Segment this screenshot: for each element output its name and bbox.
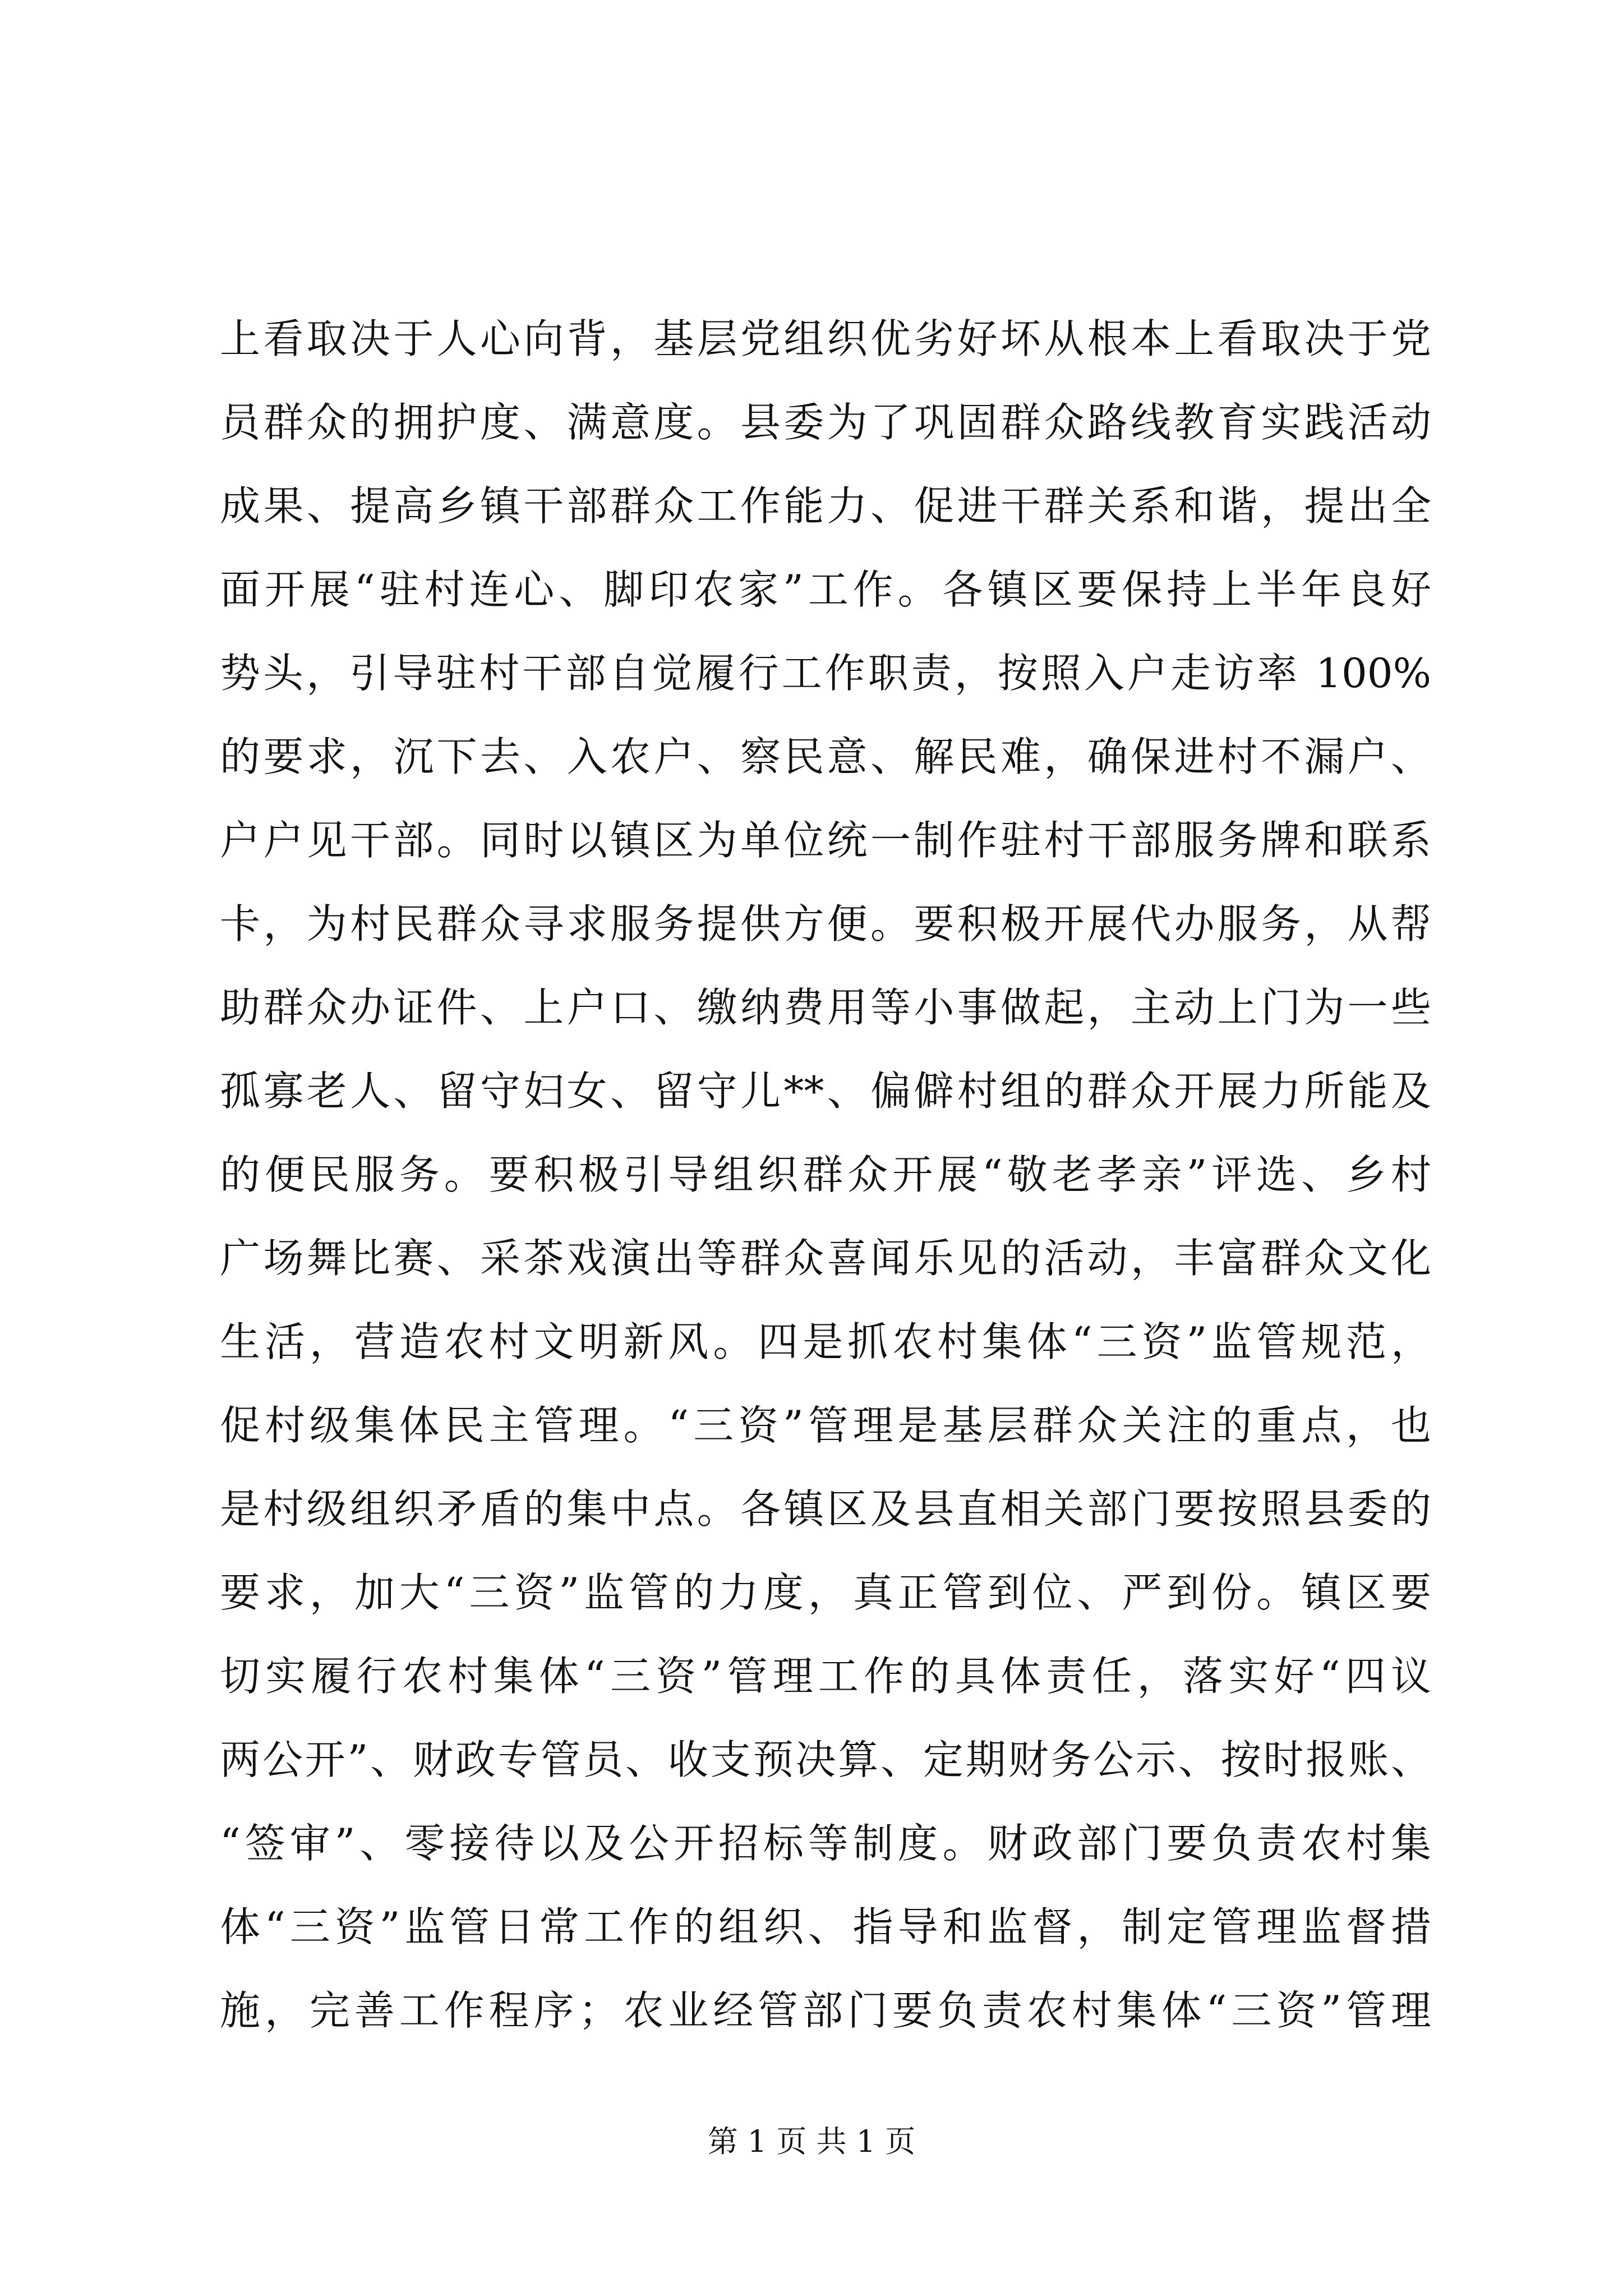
text-line: 施，完善工作程序；农业经管部门要负责农村集体“三资”管理 xyxy=(220,1987,1431,2034)
text-line: 势头，引导驻村干部自觉履行工作职责，按照入户走访率 100% xyxy=(220,650,1431,697)
text-line: 面开展“驻村连心、脚印农家”工作。各镇区要保持上半年良好 xyxy=(220,566,1431,613)
text-line: 切实履行农村集体“三资”管理工作的具体责任，落实好“四议 xyxy=(220,1653,1431,1700)
text-line: 的要求，沉下去、入农户、察民意、解民难，确保进村不漏户、 xyxy=(220,733,1431,780)
text-line: 卡，为村民群众寻求服务提供方便。要积极开展代办服务，从帮 xyxy=(220,900,1431,947)
text-line: 广场舞比赛、采茶戏演出等群众喜闻乐见的活动，丰富群众文化 xyxy=(220,1235,1431,1282)
text-line: 生活，营造农村文明新风。四是抓农村集体“三资”监管规范， xyxy=(220,1318,1431,1365)
text-line: 两公开”、财政专管员、收支预决算、定期财务公示、按时报账、 xyxy=(220,1736,1431,1783)
text-line: 促村级集体民主管理。“三资”管理是基层群众关注的重点，也 xyxy=(220,1402,1431,1449)
text-line: 是村级组织矛盾的集中点。各镇区及县直相关部门要按照县委的 xyxy=(220,1485,1431,1533)
text-line: 的便民服务。要积极引导组织群众开展“敬老孝亲”评选、乡村 xyxy=(220,1151,1431,1198)
text-line: 成果、提高乡镇干部群众工作能力、促进干群关系和谐，提出全 xyxy=(220,482,1431,530)
text-line: 员群众的拥护度、满意度。县委为了巩固群众路线教育实践活动 xyxy=(220,399,1431,446)
text-line: 上看取决于人心向背，基层党组织优劣好坏从根本上看取决于党 xyxy=(220,315,1431,362)
text-line: 体“三资”监管日常工作的组织、指导和监督，制定管理监督措 xyxy=(220,1903,1431,1950)
text-line: 户户见干部。同时以镇区为单位统一制作驻村干部服务牌和联系 xyxy=(220,817,1431,864)
body-text xyxy=(220,297,1431,2053)
page-number-footer: 第 1 页 共 1 页 xyxy=(707,2124,916,2159)
text-line: 助群众办证件、上户口、缴纳费用等小事做起，主动上门为一些 xyxy=(220,984,1431,1031)
text-line: 要求，加大“三资”监管的力度，真正管到位、严到份。镇区要 xyxy=(220,1569,1431,1616)
text-line: 孤寡老人、留守妇女、留守儿**、偏僻村组的群众开展力所能及 xyxy=(220,1068,1431,1115)
text-line: “签审”、零接待以及公开招标等制度。财政部门要负责农村集 xyxy=(220,1820,1431,1867)
